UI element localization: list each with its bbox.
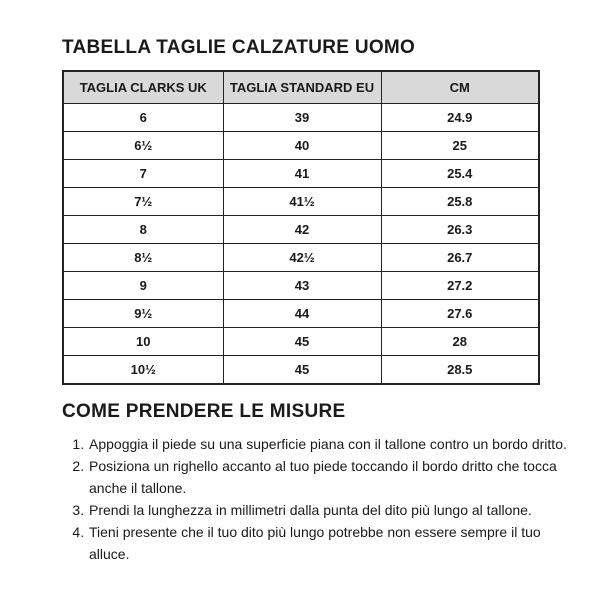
size-table-row — [63, 272, 539, 300]
size-table-cell: 10½ — [63, 356, 223, 385]
size-table-cell: 25.4 — [381, 160, 539, 188]
size-table-cell: 6½ — [63, 132, 223, 160]
size-table-row — [63, 328, 539, 356]
size-table — [62, 70, 540, 385]
size-table-cell: 6 — [63, 104, 223, 132]
size-table-cell: 7 — [63, 160, 223, 188]
size-table-cell: 27.2 — [381, 272, 539, 300]
size-table-cell: 28 — [381, 328, 539, 356]
size-table-cell: 8 — [63, 216, 223, 244]
size-table-row — [63, 188, 539, 216]
instructions-list — [70, 433, 578, 565]
instructions-title: COME PRENDERE LE MISURE — [62, 401, 346, 422]
size-table-cell: 42½ — [223, 244, 381, 272]
size-table-cell: 39 — [223, 104, 381, 132]
size-table-cell: 42 — [223, 216, 381, 244]
size-table-cell: 24.9 — [381, 104, 539, 132]
size-table-cell: 25 — [381, 132, 539, 160]
instruction-item: 4. Tieni presente che il tuo dito più lungo potrebbe non essere sempre il tuo alluce. — [88, 521, 578, 565]
size-table-row — [63, 160, 539, 188]
instruction-item: 3. Prendi la lunghezza in millimetri dalla punta del dito più lungo al tallone. — [88, 499, 578, 521]
size-table-head — [63, 71, 539, 104]
size-table-row — [63, 244, 539, 272]
size-table-cell: 28.5 — [381, 356, 539, 385]
size-table-body — [63, 104, 539, 385]
size-table-header-cell: CM — [381, 71, 539, 104]
instruction-item: 1. Appoggia il piede su una superficie piana con il tallone contro un bordo dritto. — [88, 433, 578, 455]
page-title: TABELLA TAGLIE CALZATURE UOMO — [62, 37, 416, 58]
size-table-cell: 27.6 — [381, 300, 539, 328]
size-table-header-row — [63, 71, 539, 104]
size-table-cell: 9½ — [63, 300, 223, 328]
size-table-cell: 26.7 — [381, 244, 539, 272]
size-table-cell: 41½ — [223, 188, 381, 216]
size-table-cell: 41 — [223, 160, 381, 188]
size-table-cell: 43 — [223, 272, 381, 300]
size-table-row — [63, 132, 539, 160]
size-table-row — [63, 356, 539, 385]
size-table-header-cell: TAGLIA STANDARD EU — [223, 71, 381, 104]
size-table-cell: 7½ — [63, 188, 223, 216]
size-table-header-cell: TAGLIA CLARKS UK — [63, 71, 223, 104]
size-table-cell: 10 — [63, 328, 223, 356]
size-table-cell: 45 — [223, 328, 381, 356]
size-table-cell: 25.8 — [381, 188, 539, 216]
size-table-cell: 26.3 — [381, 216, 539, 244]
instruction-item: 2. Posiziona un righello accanto al tuo piede toccando il bordo dritto che tocca anche il tallone. — [88, 455, 578, 499]
size-table-row — [63, 216, 539, 244]
size-table-row — [63, 300, 539, 328]
size-table-cell: 9 — [63, 272, 223, 300]
size-table-row — [63, 104, 539, 132]
size-table-cell: 44 — [223, 300, 381, 328]
size-table-cell: 40 — [223, 132, 381, 160]
size-table-cell: 8½ — [63, 244, 223, 272]
size-table-cell: 45 — [223, 356, 381, 385]
